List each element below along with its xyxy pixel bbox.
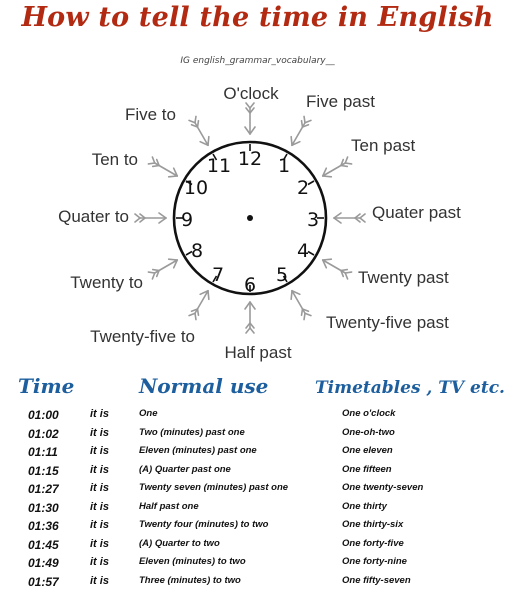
row-timetable: One thirty	[342, 500, 387, 512]
row-it-is: it is	[90, 482, 109, 494]
row-time: 01:27	[28, 482, 59, 496]
row-timetable: One o'clock	[342, 408, 396, 419]
table-row	[0, 408, 515, 427]
table-row	[0, 575, 515, 594]
clock-arrow	[323, 157, 352, 177]
clock-number-9: 9	[180, 209, 194, 231]
row-normal-use: Two (minutes) past one	[139, 426, 245, 438]
row-time: 01:57	[28, 574, 59, 589]
clock-number-4: 4	[296, 240, 310, 262]
table-row	[0, 538, 515, 557]
clock-label-twenty-five-past: Twenty-five past	[326, 313, 449, 332]
row-time: 01:45	[28, 537, 59, 552]
clock-arrow	[334, 213, 365, 223]
row-timetable: One twenty-seven	[342, 482, 424, 493]
clock-arrow	[148, 259, 177, 279]
table-row	[0, 464, 515, 483]
row-timetable: One forty-nine	[342, 556, 407, 567]
header-time: Time	[18, 374, 75, 398]
time-table	[0, 408, 515, 593]
clock-number-7: 7	[211, 264, 225, 286]
clock-diagram	[0, 70, 515, 370]
row-time: 01:00	[28, 408, 59, 422]
clock-number-12: 12	[237, 148, 263, 170]
row-it-is: it is	[90, 556, 109, 568]
row-it-is: it is	[90, 408, 109, 420]
table-row	[0, 445, 515, 464]
clock-arrow	[189, 116, 209, 145]
clock-arrow	[189, 291, 209, 320]
row-timetable: One thirty-six	[342, 519, 404, 530]
clock-center	[247, 215, 253, 221]
header-timetables: Timetables , TV etc.	[315, 378, 505, 398]
clock-label-twenty-five-to: Twenty-five to	[90, 327, 195, 346]
clock-label-five-past: Five past	[306, 92, 375, 111]
clock-label-quater-past: Quater past	[372, 203, 461, 222]
row-time: 01:02	[28, 426, 59, 441]
row-it-is: it is	[90, 445, 109, 457]
page-title: How to tell the time in English	[21, 2, 494, 33]
row-normal-use: (A) Quarter to two	[139, 537, 220, 549]
clock-label-five-to: Five to	[124, 105, 176, 124]
clock-arrow	[245, 302, 255, 333]
row-it-is: it is	[90, 519, 109, 531]
clock-label-half-past: Half past	[224, 343, 292, 362]
clock-arrow	[245, 103, 255, 134]
row-it-is: it is	[90, 574, 109, 587]
clock-number-11: 11	[206, 155, 232, 177]
table-row	[0, 427, 515, 446]
row-normal-use: Twenty four (minutes) to two	[139, 519, 269, 530]
clock-number-10: 10	[183, 177, 209, 199]
clock-number-2: 2	[296, 177, 310, 199]
row-timetable: One eleven	[342, 445, 393, 456]
row-timetable: One forty-five	[342, 537, 404, 549]
table-row	[0, 501, 515, 520]
table-row	[0, 482, 515, 501]
row-normal-use: Half past one	[139, 500, 199, 512]
clock-arrow	[323, 259, 352, 279]
row-time: 01:11	[28, 445, 58, 459]
row-normal-use: One	[139, 408, 158, 419]
row-normal-use: Eleven (minutes) to two	[139, 556, 246, 567]
clock-label-ten-past: Ten past	[351, 136, 416, 155]
clock-arrow	[291, 291, 311, 320]
clock-number-8: 8	[190, 240, 204, 262]
clock-number-5: 5	[275, 264, 289, 286]
row-normal-use: Twenty seven (minutes) past one	[139, 482, 289, 493]
credit-handle: IG english_grammar_vocabulary__	[180, 56, 335, 66]
row-timetable: One-oh-two	[342, 426, 395, 438]
clock-label-twenty-to: Twenty to	[70, 273, 143, 292]
table-row	[0, 556, 515, 575]
row-normal-use: (A) Quarter past one	[139, 463, 231, 475]
header-normal-use: Normal use	[139, 374, 269, 398]
row-normal-use: Eleven (minutes) past one	[139, 445, 257, 456]
clock-arrow	[148, 157, 177, 177]
row-timetable: One fifteen	[342, 463, 392, 475]
row-it-is: it is	[90, 463, 109, 476]
clock-label-oclock: O'clock	[223, 84, 279, 103]
row-it-is: it is	[90, 537, 109, 550]
clock-arrow	[135, 213, 166, 223]
clock-label-twenty-past: Twenty past	[358, 268, 449, 287]
row-normal-use: Three (minutes) to two	[139, 574, 241, 586]
table-row	[0, 519, 515, 538]
clock-number-3: 3	[306, 209, 320, 231]
row-time: 01:30	[28, 500, 59, 515]
row-time: 01:49	[28, 556, 59, 570]
clock-number-6: 6	[243, 274, 257, 296]
row-time: 01:36	[28, 519, 59, 533]
clock-number-1: 1	[277, 155, 291, 177]
clock-label-quater-to: Quater to	[58, 207, 129, 226]
row-it-is: it is	[90, 426, 109, 439]
row-time: 01:15	[28, 463, 59, 478]
row-it-is: it is	[90, 500, 109, 513]
row-timetable: One fifty-seven	[342, 574, 411, 586]
clock-arrow	[291, 116, 311, 145]
clock-label-ten-to: Ten to	[91, 150, 138, 169]
